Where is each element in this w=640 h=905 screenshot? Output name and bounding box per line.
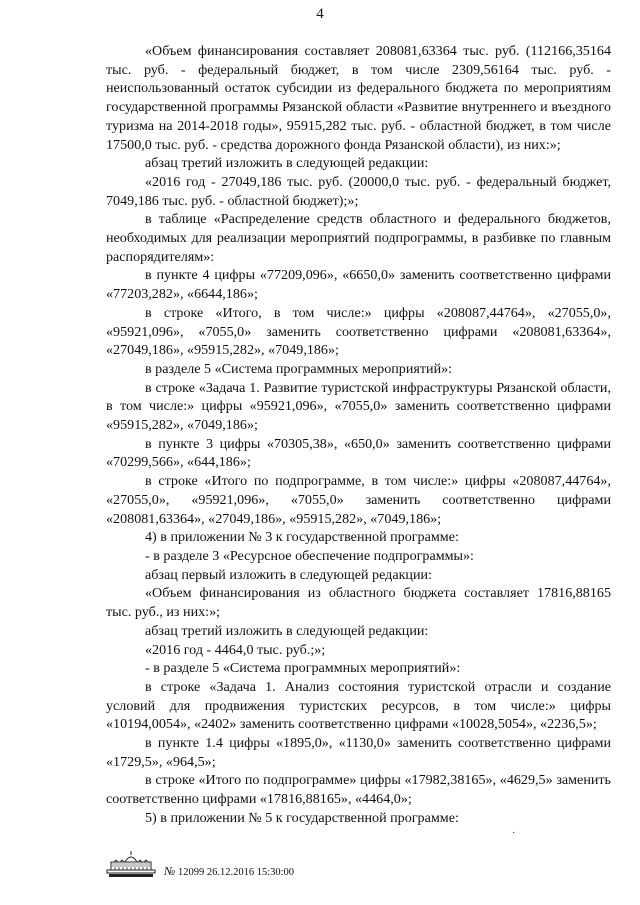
paragraph: в разделе 5 «Система программных мероприятий»:: [145, 360, 453, 377]
paragraph: «Объем финансирования составляет 208081,63364 тыс. руб. (112166,35164 тыс. руб. - федеральный бюджет, в том числе 2309,56164 тыс. руб. - неиспользованный остаток субсидии из федерального бюджета по мероприятиям государственной программы Рязанской области «Развитие внутреннего и въездного туризма на 2014-2018 годы», 95915,282 тыс. руб. - областной бюджет, в том числе 17500,0 тыс. руб. - средства дорожного фонда Рязанской области), из них:»;: [106, 43, 611, 153]
paragraph: «2016 год - 4464,0 тыс. руб.;»;: [145, 641, 326, 658]
paragraph: в строке «Итого, в том числе:» цифры «208087,44764», «27055,0», «95921,096», «7055,0» заменить соответственно цифрами «208081,63364», «27049,186», «95915,282», «7049,186»;: [106, 304, 611, 359]
paragraph: в строке «Итого по подпрограмме» цифры «17982,38165», «4629,5» заменить соответственно цифрами «17816,88165», «4464,0»;: [106, 772, 611, 808]
paragraph: «Объем финансирования из областного бюджета составляет 17816,88165 тыс. руб., из них:»;: [106, 585, 611, 621]
doc-number: 12099: [177, 867, 205, 878]
building-emblem-icon: [106, 850, 156, 883]
paragraph: в пункте 3 цифры «70305,38», «650,0» заменить соответственно цифрами «70299,566», «644,186»;: [106, 435, 611, 471]
paragraph: абзац третий изложить в следующей редакции:: [145, 622, 429, 639]
paragraph: - в разделе 3 «Ресурсное обеспечение подпрограммы»:: [145, 547, 474, 564]
paragraph: 4) в приложении № 3 к государственной программе:: [145, 529, 459, 546]
paragraph: в таблице «Распределение средств областного и федерального бюджетов, необходимых для реализации мероприятий подпрограммы, в разбивке по главным распорядителям»:: [106, 211, 611, 265]
paragraph: «2016 год - 27049,186 тыс. руб. (20000,0 тыс. руб. - федеральный бюджет, 7049,186 тыс. руб. - областной бюджет);»;: [106, 173, 611, 209]
footer-stamp: [106, 850, 294, 883]
page-number: 4: [316, 6, 324, 22]
paragraph: - в разделе 5 «Система программных мероприятий»:: [145, 660, 461, 677]
registration-stamp: [164, 864, 294, 879]
paragraph: в строке «Итого по подпрограмме, в том числе:» цифры «208087,44764», «27055,0», «95921,096», «7055,0» заменить соответственно цифрами «208081,63364», «27049,186», «95915,282», «7049,186»;: [106, 473, 611, 527]
paragraph: абзац первый изложить в следующей редакции:: [145, 566, 432, 583]
paragraph: абзац третий изложить в следующей редакции:: [145, 155, 429, 172]
scan-mark: ·: [512, 828, 516, 839]
paragraph: в пункте 4 цифры «77209,096», «6650,0» заменить соответственно цифрами «77203,282», «6644,186»;: [106, 267, 611, 303]
number-sign: №: [164, 864, 176, 878]
paragraph: в строке «Задача 1. Анализ состояния туристской отрасли и создание условий для продвижения туристских ресурсов, в том числе:» цифры «10194,0054», «2402» заменить соответственно цифрами «10028,5054», «2236,5»;: [106, 678, 611, 733]
paragraph: 5) в приложении № 5 к государственной программе:: [145, 809, 459, 826]
document-body: [106, 42, 611, 828]
paragraph: в пункте 1.4 цифры «1895,0», «1130,0» заменить соответственно цифрами «1729,5», «964,5»;: [106, 735, 611, 770]
paragraph: в строке «Задача 1. Развитие туристской инфраструктуры Рязанской области, в том числе:» цифры «95921,096», «7055,0» заменить соответственно цифрами «95915,282», «7049,186»;: [106, 379, 611, 434]
doc-timestamp: 26.12.2016 15:30:00: [206, 867, 295, 878]
